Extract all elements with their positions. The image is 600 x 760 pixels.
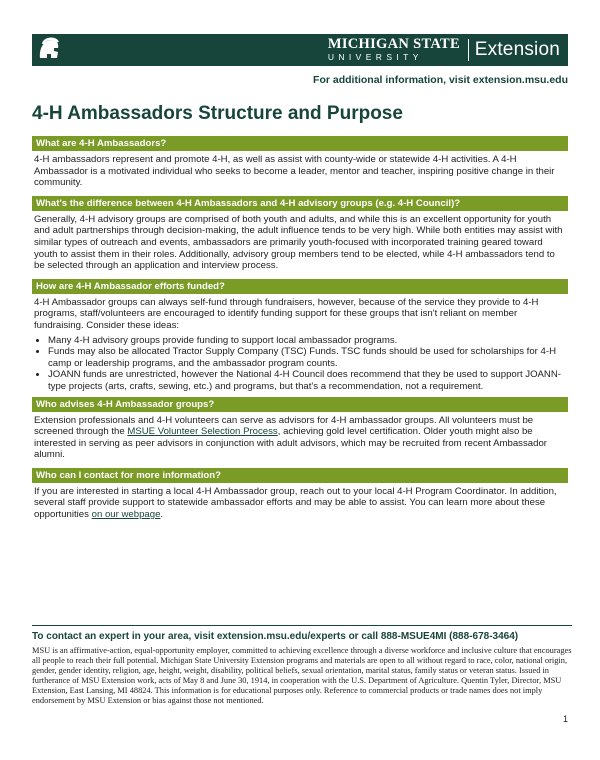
list-item: • Funds may also be allocated Tractor Supply Company (TSC) Funds. TSC funds should be used for scholarships for 4-H camp or leadership programs, and the ambassador program counts. (48, 346, 566, 369)
body-text: If you are interested in starting a local 4-H Ambassador group, reach out to your local 4-H Program Coordinator. In addition, several staff provide support to statewide ambassador efforts and may be able to assist. You can learn more about these opportunities (34, 485, 557, 521)
extension-wordmark: Extension (474, 39, 560, 60)
section-body: 4-H Ambassador groups can always self-fund through fundraisers, however, because of the service they provide to 4-H programs, staff/volunteers are encouraged to identify funding support for these groups that isn't reliant on member fundraising. Consider these ideas: (34, 296, 539, 331)
section-difference (32, 196, 568, 279)
section-body (34, 486, 566, 521)
footer-rule (32, 625, 572, 626)
section-funding (32, 279, 568, 397)
volunteer-selection-link[interactable]: MSUE Volunteer Selection Process (127, 426, 278, 438)
body-text: Extension professionals and 4-H volunteers can serve as advisors for 4-H ambassador groups. All volunteers must be screened through the (34, 414, 534, 438)
section-heading: What's the difference between 4-H Ambassadors and 4-H advisory groups (e.g. 4-H Council)? (32, 196, 568, 211)
section-body: 4-H ambassadors represent and promote 4-H, as well as assist with county-wide or statewide 4-H activities. A 4-H Ambassador is a motivated individual who seeks to become a leader, mentor and teacher, inspiring positive change in their community. (34, 154, 555, 189)
visit-info: For additional information, visit extension.msu.edu (313, 74, 568, 86)
section-heading: What are 4-H Ambassadors? (32, 136, 568, 151)
section-contact (32, 468, 568, 528)
body-text: . (160, 509, 164, 521)
msu-wordmark (328, 37, 460, 63)
webpage-link[interactable]: on our webpage (91, 509, 161, 521)
page-number: 1 (562, 714, 568, 724)
section-what-are (32, 136, 568, 196)
page-title: 4-H Ambassadors Structure and Purpose (32, 103, 403, 124)
section-heading: Who advises 4-H Ambassador groups? (32, 397, 568, 412)
section-body: Generally, 4-H advisory groups are comprised of both youth and adults, and while this is an excellent opportunity for youth and adult partnerships through decision-making, the adult influence tends to be very high. While both entities may assist with similar types of outreach and events, ambassadors are primarily youth-focused with incorporated training geared toward youth to assist them in their roles. Additionally, advisory group members tend to be elected, while 4-H ambassadors tend to be selected through an application and interview process. (34, 213, 563, 272)
msu-wordmark-line2: UNIVERSITY (327, 52, 423, 62)
section-body (34, 415, 566, 461)
section-advisors (32, 397, 568, 468)
header-banner (32, 34, 568, 66)
header-divider (468, 39, 469, 61)
section-heading: How are 4-H Ambassador efforts funded? (32, 279, 568, 294)
legal-disclaimer: MSU is an affirmative-action, equal-opportunity employer, committed to achieving excellence through a diverse workforce and inclusive culture that encourages all people to reach their full potential. Michigan State University Extension programs and materials are open to all without regard to race, color, national origin, gender, gender identity, religion, age, height, weight, disability, political beliefs, sexual orientation, marital status, family status or veteran status. Issued in furtherance of MSU Extension work, acts of May 8 and June 30, 1914, in cooperation with the U.S. Department of Agriculture. Quentin Tyler, Director, MSU Extension, East Lansing, MI 48824. This information is for educational purposes only. Reference to commercial products or trade names does not imply endorsement by MSU Extension or bias against those not mentioned. (32, 646, 572, 705)
spartan-helmet-logo (34, 36, 64, 64)
msu-wordmark-line1: MICHIGAN STATE (327, 36, 460, 52)
list-item: • JOANN funds are unrestricted, however the National 4-H Council does recommend that they be used to support JOANN-type projects (arts, crafts, sewing, etc.) and programs, but that's a recommendation, not a requirement. (48, 369, 566, 392)
list-item: • Many 4-H advisory groups provide funding to support local ambassador programs. (48, 335, 566, 347)
section-heading: Who can I contact for more information? (32, 468, 568, 483)
body-text: , achieving gold level certification. Older youth might also be interested in serving as peer advisors in conjunction with adult advisors, which may be recruited from recent Ambassador alumni. (34, 426, 547, 461)
funding-ideas-list (34, 335, 566, 393)
content (32, 136, 568, 528)
contact-line: To contact an expert in your area, visit extension.msu.edu/experts or call 888-MSUE4MI (888-678-3464) (32, 631, 519, 642)
